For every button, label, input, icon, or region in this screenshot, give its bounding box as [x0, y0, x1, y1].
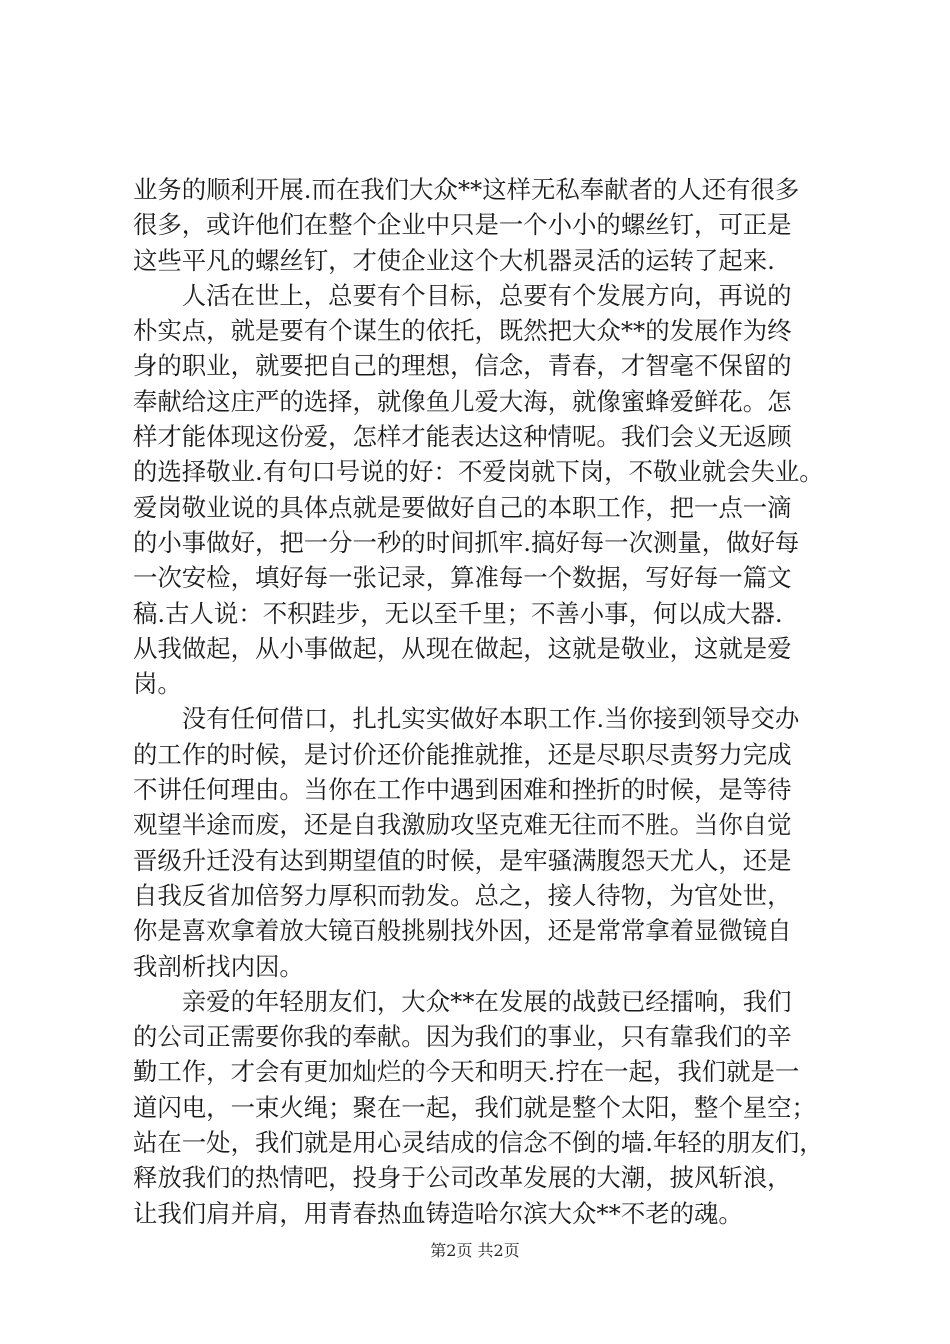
text-line: 这些平凡的螺丝钉，才使企业这个大机器灵活的运转了起来. — [133, 245, 775, 275]
text-line: 的工作的时候，是讨价还价能推就推，还是尽职尽责努力完成 — [133, 739, 792, 769]
text-line: 亲爱的年轻朋友们，大众**在发展的战鼓已经擂响，我们 — [133, 986, 792, 1016]
text-line: 一次安检，填好每一张记录，算准每一个数据，写好每一篇文 — [133, 563, 792, 593]
text-line: 道闪电，一束火绳；聚在一起，我们就是整个太阳，整个星空； — [133, 1092, 816, 1122]
text-line: 稿.古人说：不积跬步，无以至千里；不善小事，何以成大器. — [133, 598, 783, 628]
text-line: 岗。 — [133, 669, 182, 699]
page-indicator: 第2页 共2页 — [430, 1241, 520, 1260]
text-line: 很多，或许他们在整个企业中只是一个小小的螺丝钉，可正是 — [133, 210, 792, 240]
text-line: 爱岗敬业说的具体点就是要做好自己的本职工作，把一点一滴 — [133, 492, 792, 522]
text-line: 的公司正需要你我的奉献。因为我们的事业，只有靠我们的辛 — [133, 1022, 792, 1052]
text-line: 朴实点，就是要有个谋生的依托，既然把大众**的发展作为终 — [133, 316, 792, 346]
text-line: 奉献给这庄严的选择，就像鱼儿爱大海，就像蜜蜂爱鲜花。怎 — [133, 386, 792, 416]
text-line: 人活在世上，总要有个目标，总要有个发展方向，再说的 — [133, 280, 792, 310]
text-line: 自我反省加倍努力厚积而勃发。总之，接人待物，为官处世， — [133, 880, 792, 910]
text-line: 不讲任何理由。当你在工作中遇到困难和挫折的时候，是等待 — [133, 775, 792, 805]
text-line: 站在一处，我们就是用心灵结成的信念不倒的墙.年轻的朋友们， — [133, 1128, 824, 1158]
text-line: 勤工作，才会有更加灿烂的今天和明天.拧在一起，我们就是一 — [133, 1057, 800, 1087]
text-line: 身的职业，就要把自己的理想，信念，青春，才智毫不保留的 — [133, 351, 792, 381]
text-line: 你是喜欢拿着放大镜百般挑剔找外因，还是常常拿着显微镜自 — [133, 916, 792, 946]
text-line: 样才能体现这份爱，怎样才能表达这种情呢。我们会义无返顾 — [133, 422, 792, 452]
text-line: 我剖析找内因。 — [133, 951, 304, 981]
text-line: 的小事做好，把一分一秒的时间抓牢.搞好每一次测量，做好每 — [133, 527, 800, 557]
text-line: 释放我们的热情吧，投身于公司改革发展的大潮，披风斩浪， — [133, 1163, 792, 1193]
body-text — [133, 172, 823, 1231]
text-line: 让我们肩并肩，用青春热血铸造哈尔滨大众**不老的魂。 — [133, 1198, 743, 1228]
text-line: 晋级升迁没有达到期望值的时候，是牢骚满腹怨天尤人，还是 — [133, 845, 792, 875]
text-line: 业务的顺利开展.而在我们大众**这样无私奉献者的人还有很多 — [133, 175, 800, 204]
text-line: 观望半途而废，还是自我激励攻坚克难无往而不胜。当你自觉 — [133, 810, 792, 840]
text-line: 的选择敬业.有句口号说的好：不爱岗就下岗，不敬业就会失业。 — [133, 457, 824, 487]
page-footer — [0, 1241, 950, 1261]
text-line: 从我做起，从小事做起，从现在做起，这就是敬业，这就是爱 — [133, 633, 792, 663]
text-line: 没有任何借口，扎扎实实做好本职工作.当你接到领导交办 — [133, 704, 800, 734]
